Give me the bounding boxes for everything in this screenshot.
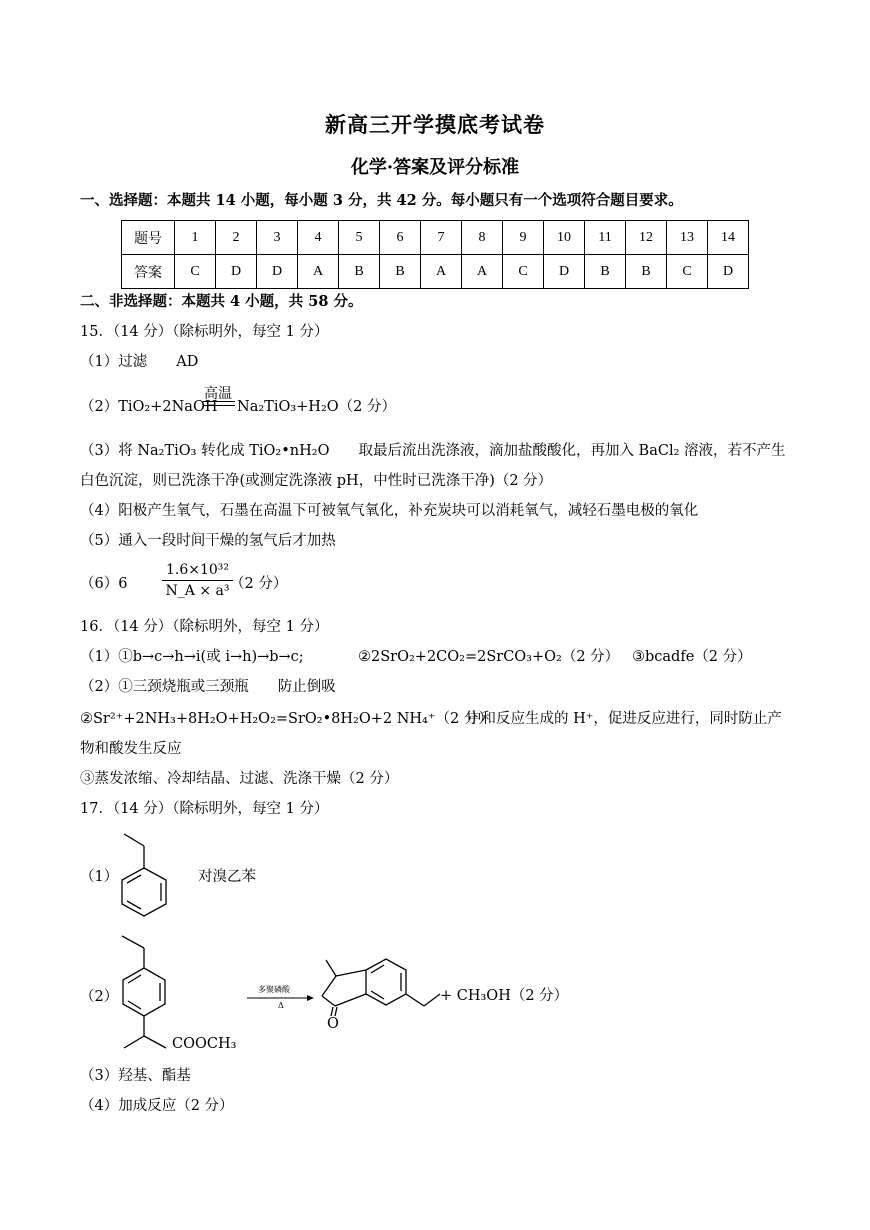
q15-double-line <box>203 401 235 406</box>
table-cell: 6 <box>380 221 421 255</box>
q15-answer-6-prefix: （6）6 <box>80 576 128 592</box>
table-cell: B <box>339 255 380 289</box>
q16-answer-2: （2）①三颈烧瓶或三颈瓶 防止倒吸 <box>80 679 336 695</box>
q17-heading: 17．（14 分）（除标明外，每空 1 分） <box>80 801 329 817</box>
q15-answer-5: （5）通入一段时间干燥的氢气后才加热 <box>80 533 336 549</box>
q17-answer-1-label: （1） <box>80 869 119 885</box>
q15-answer-3-line2: 白色沉淀，则已洗涤干净(或测定洗涤液 pH，中性时已洗涤干净)（2 分） <box>80 473 553 489</box>
table-cell: D <box>708 255 749 289</box>
q17-ester-group: COOCH₃ <box>172 1036 237 1052</box>
table-cell: 2 <box>216 221 257 255</box>
ethylbenzene-structure-icon <box>110 828 190 918</box>
q16-answer-1c: ③bcadfe（2 分） <box>632 649 752 665</box>
table-cell: 1 <box>175 221 216 255</box>
table-row-answers <box>122 255 749 289</box>
answer-table <box>121 220 749 289</box>
table-cell: B <box>585 255 626 289</box>
q17-ketone-oxygen: O <box>327 1016 339 1032</box>
table-cell: C <box>503 255 544 289</box>
q15-answer-6-suffix: （2 分） <box>230 576 288 592</box>
table-cell: D <box>544 255 585 289</box>
table-cell: 12 <box>626 221 667 255</box>
table-row-numbers <box>122 221 749 255</box>
q16-answer-1a: （1）①b→c→h→i(或 i→h)→b→c; <box>80 649 304 665</box>
table-cell: A <box>462 255 503 289</box>
q16-answer-2b-line2: 物和酸发生反应 <box>80 741 182 757</box>
q16-heading: 16．（14 分）（除标明外，每空 1 分） <box>80 619 329 635</box>
table-cell: 4 <box>298 221 339 255</box>
q17-answer-1-name: 对溴乙苯 <box>198 869 256 885</box>
section-one-heading: 一、选择题：本题共 14 小题，每小题 3 分，共 42 分。每小题只有一个选项符合题目要求。 <box>80 192 683 209</box>
table-cell: D <box>257 255 298 289</box>
table-cell: 5 <box>339 221 380 255</box>
page-subtitle: 化学·答案及评分标准 <box>350 157 520 178</box>
q16-answer-2b-left: ②Sr²⁺+2NH₃+8H₂O+H₂O₂=SrO₂•8H₂O+2 NH₄⁺（2 分） <box>80 711 493 727</box>
table-cell: 7 <box>421 221 462 255</box>
q17-answer-2-tail: + CH₃OH（2 分） <box>440 988 569 1004</box>
section-two-heading: 二、非选择题：本题共 4 小题，共 58 分。 <box>80 293 363 310</box>
table-cell: 8 <box>462 221 503 255</box>
q16-answer-3: ③蒸发浓缩、冷却结晶、过滤、洗涤干燥（2 分） <box>80 771 399 787</box>
q17-heat-symbol: Δ <box>278 1001 284 1010</box>
table-cell: A <box>298 255 339 289</box>
table-cell: A <box>421 255 462 289</box>
row-label-number: 题号 <box>122 221 175 255</box>
fraction-numerator: 1.6×10³² <box>162 562 233 581</box>
table-cell: C <box>667 255 708 289</box>
q15-condition-high-temp: 高温 <box>204 386 232 402</box>
table-cell: 14 <box>708 221 749 255</box>
row-label-answer: 答案 <box>122 255 175 289</box>
q16-answer-2b-right: 中和反应生成的 H⁺，促进反应进行，同时防止产 <box>467 711 782 727</box>
q15-answer-1: （1）过滤 AD <box>80 354 199 370</box>
q17-answer-3: （3）羟基、酯基 <box>80 1068 191 1084</box>
q17-answer-4: （4）加成反应（2 分） <box>80 1098 234 1114</box>
page-title: 新高三开学摸底考试卷 <box>325 112 545 137</box>
q15-fraction <box>162 562 233 599</box>
table-cell: 9 <box>503 221 544 255</box>
table-cell: 13 <box>667 221 708 255</box>
table-cell: 10 <box>544 221 585 255</box>
table-cell: 11 <box>585 221 626 255</box>
q17-reaction-condition: 多聚磷酸 <box>258 985 290 994</box>
table-cell: C <box>175 255 216 289</box>
q15-answer-2-left: （2）TiO₂+2NaOH <box>80 399 218 415</box>
table-cell: B <box>626 255 667 289</box>
q16-answer-1b: ②2SrO₂+2CO₂=2SrCO₃+O₂（2 分） <box>358 649 620 665</box>
table-cell: B <box>380 255 421 289</box>
fraction-denominator: N_A × a³ <box>165 583 230 599</box>
table-cell: D <box>216 255 257 289</box>
table-cell: 3 <box>257 221 298 255</box>
q15-answer-4: （4）阳极产生氧气，石墨在高温下可被氧气氧化，补充炭块可以消耗氧气，减轻石墨电极的氧化 <box>80 503 699 519</box>
q15-heading: 15．（14 分）（除标明外，每空 1 分） <box>80 324 329 340</box>
q17-answer-2-label: （2） <box>80 989 119 1005</box>
q15-answer-3-line1: （3）将 Na₂TiO₃ 转化成 TiO₂•nH₂O 取最后流出洗涤液，滴加盐酸酸化，再加入 BaCl₂ 溶液，若不产生 <box>80 443 786 459</box>
q15-answer-2-right: Na₂TiO₃+H₂O（2 分） <box>237 399 396 415</box>
